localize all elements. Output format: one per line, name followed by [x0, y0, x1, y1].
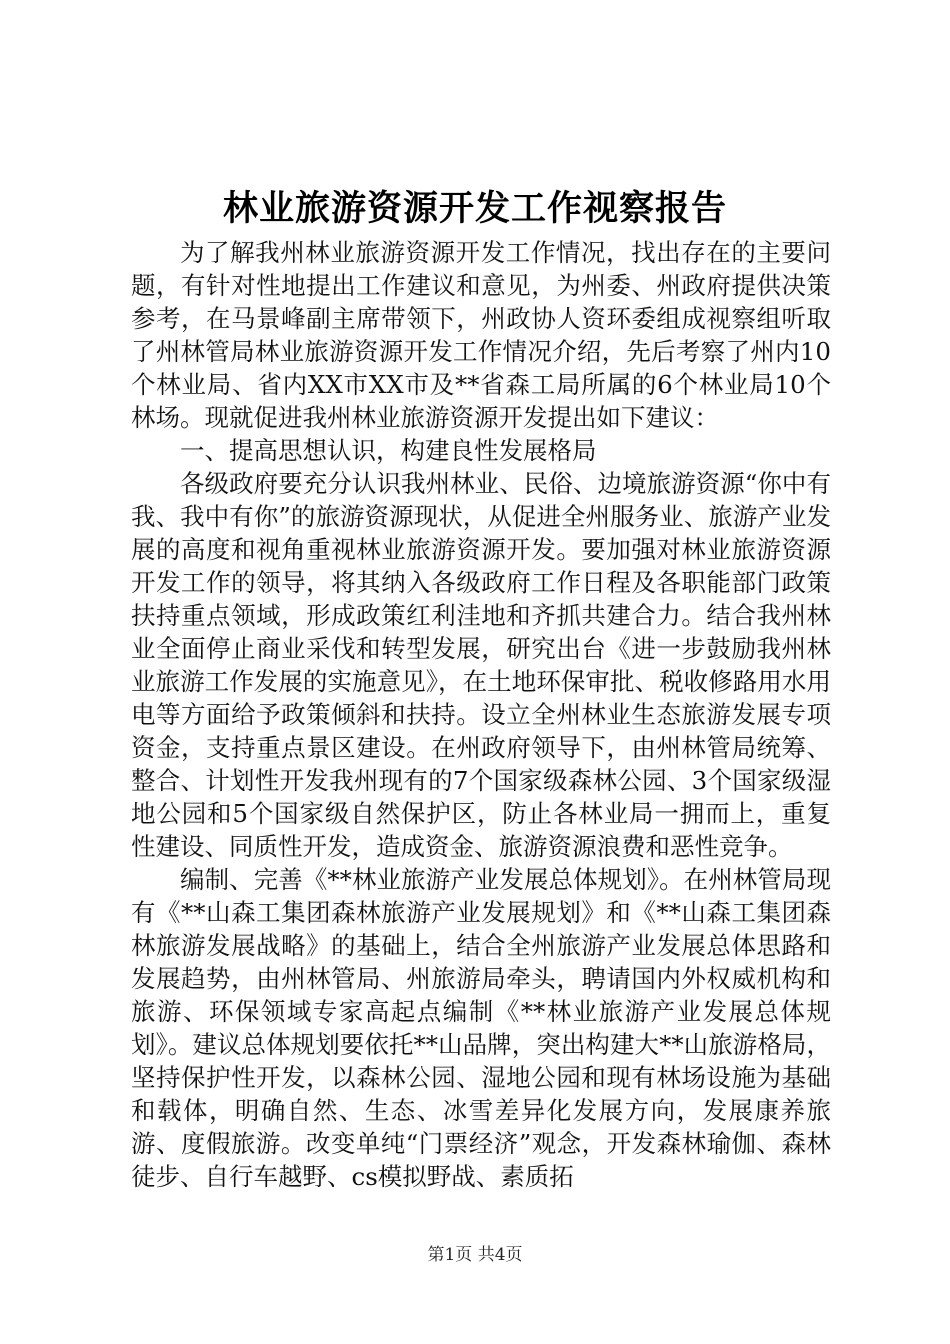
- body-paragraph-2: 编制、完善《**林业旅游产业发展总体规划》。在州林管局现有《**山森工集团森林旅游产业发展规划》和《**山森工集团森林旅游发展战略》的基础上，结合全州旅游产业发展总体思路和发展趋势，由州林管局、州旅游局牵头，聘请国内外权威机构和旅游、环保领域专家高起点编制《**林业旅游产业发展总体规划》。建议总体规划要依托**山品牌，突出构建大**山旅游格局，坚持保护性开发，以森林公园、湿地公园和现有林场设施为基础和载体，明确自然、生态、冰雪差异化发展方向，发展康养旅游、度假旅游。改变单纯“门票经济”观念，开发森林瑜伽、森林徒步、自行车越野、cs模拟野战、素质拓: [131, 865, 831, 1191]
- document-body: [131, 236, 831, 1193]
- body-paragraph-1: 各级政府要充分认识我州林业、民俗、边境旅游资源“你中有我、我中有你”的旅游资源现状，从促进全州服务业、旅游产业发展的高度和视角重视林业旅游资源开发。要加强对林业旅游资源开发工作的领导，将其纳入各级政府工作日程及各职能部门政策扶持重点领域，形成政策红利洼地和齐抓共建合力。结合我州林业全面停止商业采伐和转型发展，研究出台《进一步鼓励我州林业旅游工作发展的实施意见》，在土地环保审批、税收修路用水用电等方面给予政策倾斜和扶持。设立全州林业生态旅游发展专项资金，支持重点景区建设。在州政府领导下，由州林管局统筹、整合、计划性开发我州现有的7个国家级森林公园、3个国家级湿地公园和5个国家级自然保护区，防止各林业局一拥而上，重复性建设、同质性开发，造成资金、旅游资源浪费和恶性竞争。: [131, 469, 831, 861]
- intro-paragraph: 为了解我州林业旅游资源开发工作情况，找出存在的主要问题，有针对性地提出工作建议和意见，为州委、州政府提供决策参考，在马景峰副主席带领下，州政协人资环委组成视察组听取了州林管局林业旅游资源开发工作情况介绍，先后考察了州内10个林业局、省内XX市XX市及**省森工局所属的6个林业局10个林场。现就促进我州林业旅游资源开发提出如下建议：: [131, 238, 831, 432]
- document-title: 林业旅游资源开发工作视察报告: [222, 188, 727, 229]
- page-footer: 第1页 共4页: [427, 1245, 523, 1265]
- section-heading-1: 一、提高思想认识，构建良性发展格局: [180, 436, 597, 465]
